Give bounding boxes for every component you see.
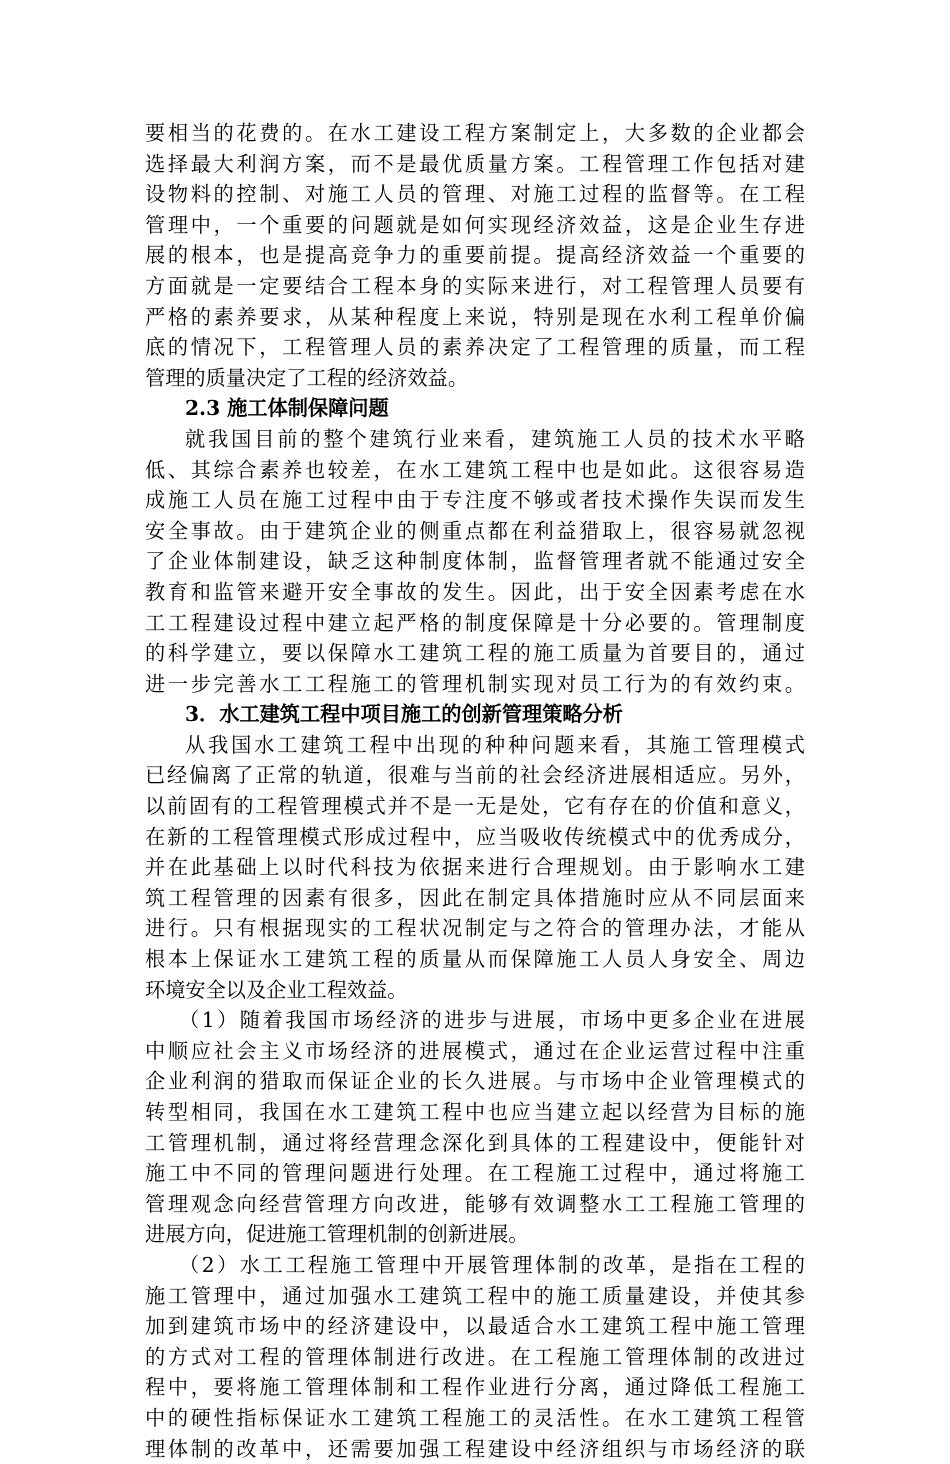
paragraph-item-2 xyxy=(145,1250,805,1464)
text-line: 筑工程管理的因素有很多，因此在制定具体措施时应从不同层面来 xyxy=(145,885,805,910)
text-line: 施工中不同的管理问题进行处理。在工程施工过程中，通过将施工 xyxy=(145,1161,805,1186)
paragraph-engineering-management xyxy=(145,118,805,393)
text-line: 进展方向，促进施工管理机制的创新进展。 xyxy=(145,1222,529,1247)
text-line: 了企业体制建设，缺乏这种制度体制，监督管理者就不能通过安全 xyxy=(145,549,805,574)
text-line: 底的情况下，工程管理人员的素养决定了工程管理的质量，而工程 xyxy=(145,335,805,360)
text-line: 转型相同，我国在水工建筑工程中也应当建立起以经营为目标的施 xyxy=(145,1100,805,1124)
text-line: （1）随着我国市场经济的进步与进展，市场中更多企业在进展 xyxy=(179,1008,805,1033)
text-line: 根本上保证水工建筑工程的质量从而保障施工人员人身安全、周边 xyxy=(145,947,805,972)
text-line: 中的硬性指标保证水工建筑工程施工的灵活性。在水工建筑工程管 xyxy=(145,1405,805,1430)
text-line: 管理观念向经营管理方向改进，能够有效调整水工工程施工管理的 xyxy=(145,1191,805,1216)
text-line: 已经偏离了正常的轨道，很难与当前的社会经济进展相适应。另外， xyxy=(145,763,805,788)
text-line: 工工程建设过程中建立起严格的制度保障是十分必要的。管理制度 xyxy=(145,610,805,635)
text-line: 并在此基础上以时代科技为依据来进行合理规划。由于影响水工建 xyxy=(145,855,805,880)
text-line: 环境安全以及企业工程效益。 xyxy=(145,977,408,1002)
text-line: 教育和监管来避开安全事故的发生。因此，出于安全因素考虑在水 xyxy=(145,579,805,604)
section-heading-3: 3．水工建筑工程中项目施工的创新管理策略分析 xyxy=(185,702,623,727)
text-line: 在新的工程管理模式形成过程中，应当吸收传统模式中的优秀成分， xyxy=(145,824,805,849)
text-line: 选择最大利润方案，而不是最优质量方案。工程管理工作包括对建 xyxy=(145,151,805,176)
section-heading-2-3: 2.3 施工体制保障问题 xyxy=(185,396,389,421)
text-line: 成施工人员在施工过程中由于专注度不够或者技术操作失误而发生 xyxy=(145,488,805,513)
text-line: 低、其综合素养也较差，在水工建筑工程中也是如此。这很容易造 xyxy=(145,457,805,482)
text-line: 进一步完善水工工程施工的管理机制实现对员工行为的有效约束。 xyxy=(145,671,805,696)
text-line: 企业利润的猎取而保证企业的长久进展。与市场中企业管理模式的 xyxy=(145,1069,805,1094)
text-line: 展的根本，也是提高竞争力的重要前提。提高经济效益一个重要的 xyxy=(145,243,805,268)
text-line: 的方式对工程的管理体制进行改进。在工程施工管理体制的改进过 xyxy=(145,1344,805,1369)
text-line: 方面就是一定要结合工程本身的实际来进行，对工程管理人员要有 xyxy=(145,273,805,298)
text-line: 程中，要将施工管理体制和工程作业进行分离，通过降低工程施工 xyxy=(145,1375,805,1400)
text-line: 要相当的花费的。在水工建设工程方案制定上，大多数的企业都会 xyxy=(145,121,805,145)
text-line: 以前固有的工程管理模式并不是一无是处，它有存在的价值和意义， xyxy=(145,794,805,819)
text-line: 管理的质量决定了工程的经济效益。 xyxy=(145,365,469,390)
text-line: 管理中，一个重要的问题就是如何实现经济效益，这是企业生存进 xyxy=(145,212,805,237)
text-line: 进行。只有根据现实的工程状况制定与之符合的管理办法，才能从 xyxy=(145,916,805,941)
text-line: 理体制的改革中，还需要加强工程建设中经济组织与市场经济的联 xyxy=(145,1436,805,1461)
text-line: 设物料的控制、对施工人员的管理、对施工过程的监督等。在工程 xyxy=(145,182,805,207)
text-line: （2）水工工程施工管理中开展管理体制的改革，是指在工程的 xyxy=(179,1252,805,1277)
document-page xyxy=(145,118,805,1464)
text-line: 加到建筑市场中的经济建设中，以最适合水工建筑工程中施工管理 xyxy=(145,1314,805,1339)
text-line: 工管理机制，通过将经营理念深化到具体的工程建设中，便能针对 xyxy=(145,1130,805,1155)
text-line: 严格的素养要求，从某种程度上来说，特别是现在水利工程单价偏 xyxy=(145,304,805,329)
paragraph-construction-system xyxy=(145,424,805,699)
paragraph-item-1 xyxy=(145,1005,805,1250)
text-line: 的科学建立，要以保障水工建筑工程的施工质量为首要目的，通过 xyxy=(145,641,805,666)
text-line: 从我国水工建筑工程中出现的种种问题来看，其施工管理模式 xyxy=(185,732,805,757)
text-line: 施工管理中，通过加强水工建筑工程中的施工质量建设，并使其参 xyxy=(145,1283,805,1308)
paragraph-innovation-analysis xyxy=(145,730,805,1005)
text-line: 中顺应社会主义市场经济的进展模式，通过在企业运营过程中注重 xyxy=(145,1038,805,1063)
text-line: 安全事故。由于建筑企业的侧重点都在利益猎取上，很容易就忽视 xyxy=(145,518,805,543)
text-line: 就我国目前的整个建筑行业来看，建筑施工人员的技术水平略 xyxy=(185,426,805,451)
